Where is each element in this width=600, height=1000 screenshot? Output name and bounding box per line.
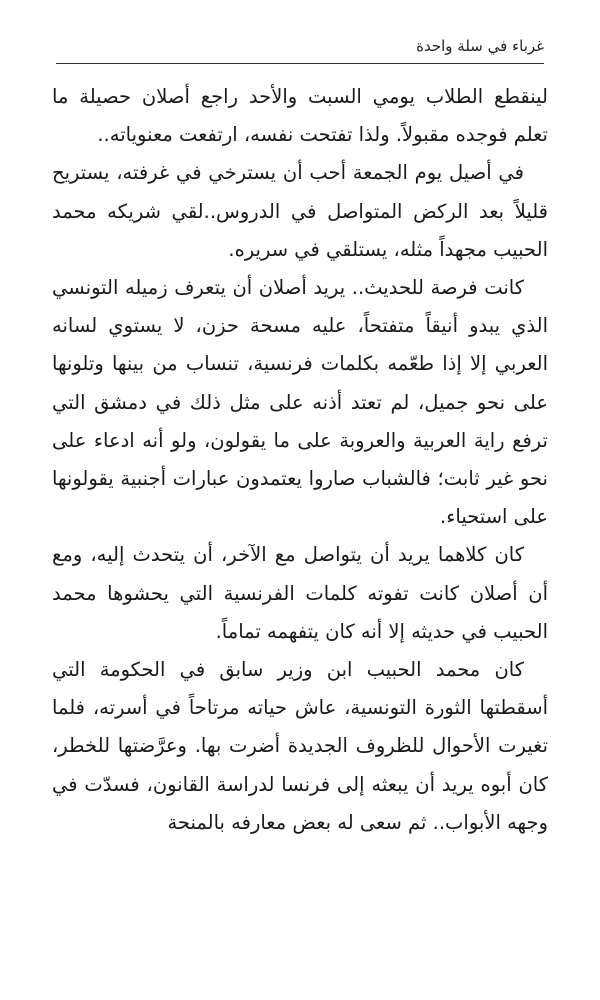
body-text — [52, 78, 548, 842]
header-divider — [56, 63, 544, 64]
paragraph: كانت فرصة للحديث.. يريد أصلان أن يتعرف زميله التونسي الذي يبدو أنيقاً متفتحاً، عليه مسحة حزن، لا يستوي لسانه العربي إلا إذا طعّمه بكلمات فرنسية، تنساب من بينها وتلونها على نحو جميل، لم تعتد أذنه على مثل ذلك في دمشق التي ترفع راية العربية والعروبة على ما يقولون، ولو أنه ادعاء على نحو غير ثابت؛ فالشباب صاروا يعتمدون عبارات أجنبية يقولونها على استحياء. — [52, 276, 548, 529]
paragraph: في أصيل يوم الجمعة أحب أن يسترخي في غرفته، يستريح قليلاً بعد الركض المتواصل في الدروس..لقي شريكه محمد الحبيب مجهداً مثله، يستلقي في سريره. — [52, 161, 548, 261]
paragraph: كان كلاهما يريد أن يتواصل مع الآخر، أن يتحدث إليه، ومع أن أصلان كانت تفوته كلمات الفرنسية التي يحشوها محمد الحبيب في حديثه إلا أنه كان يتفهمه تماماً. — [52, 543, 548, 643]
running-header-title: غرباء في سلة واحدة — [416, 37, 544, 55]
paragraph: لينقطع الطلاب يومي السبت والأحد راجع أصلان حصيلة ما تعلم فوجده مقبولاً. ولذا تفتحت نفسه، ارتفعت معنوياته.. — [52, 85, 548, 147]
paragraph: كان محمد الحبيب ابن وزير سابق في الحكومة التي أسقطتها الثورة التونسية، عاش حياته مرتاحاً في أسرته، فلما تغيرت الأحوال للظروف الجديدة أضرت بها. وعرَّضتها للخطر، كان أبوه يريد أن يبعثه إلى فرنسا لدراسة القانون، فسدّت في وجهه الأبواب.. ثم سعى له بعض معارفه بالمنحة — [52, 658, 548, 834]
